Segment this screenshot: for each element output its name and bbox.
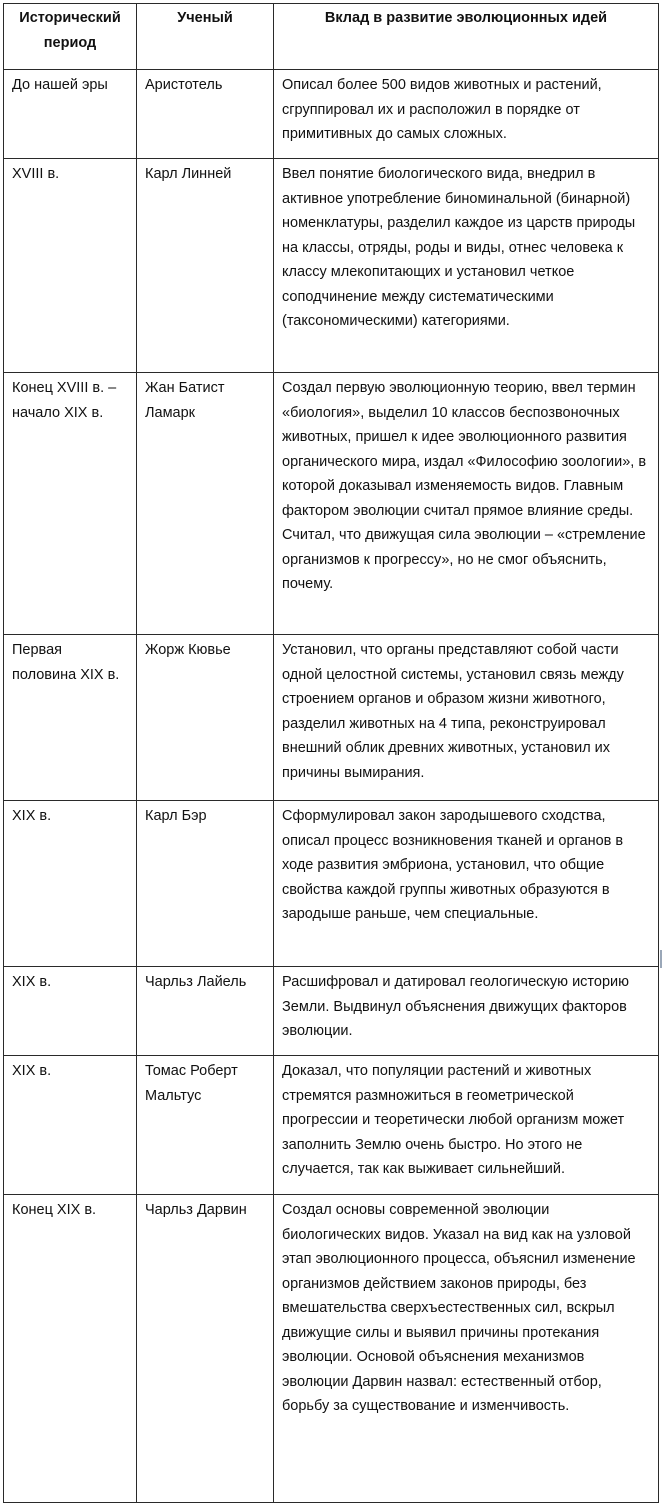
scientist-cell: Чарльз Дарвин <box>137 1195 274 1503</box>
contribution-cell: Доказал, что популяции растений и животных стремятся размножиться в геометрической прогрессии и теоретически любой организм может заполнить Землю очень быстро. Но этого не случается, так как выживает сильнейший. <box>274 1056 659 1195</box>
table-row <box>4 373 659 635</box>
header-period: Исторический период <box>4 4 137 70</box>
evolution-history-table <box>3 3 659 1503</box>
scientist-cell: Чарльз Лайель <box>137 967 274 1056</box>
table-row <box>4 635 659 801</box>
contribution-cell: Описал более 500 видов животных и растений, сгруппировал их и расположил в порядке от примитивных до самых сложных. <box>274 70 659 159</box>
header-scientist: Ученый <box>137 4 274 70</box>
period-cell: Конец XVIII в. – начало XIX в. <box>4 373 137 635</box>
period-cell: Конец XIX в. <box>4 1195 137 1503</box>
table-row <box>4 801 659 967</box>
contribution-cell: Создал основы современной эволюции биологических видов. Указал на вид как на узловой этап эволюционного процесса, объяснил изменение организмов действием законов природы, без вмешательства сверхъестественных сил, вскрыл движущие силы и выявил причины протекания эволюции. Основой объяснения механизмов эволюции Дарвин назвал: естественный отбор, борьбу за существование и изменчивость. <box>274 1195 659 1503</box>
period-cell: XIX в. <box>4 801 137 967</box>
period-cell: XVIII в. <box>4 159 137 373</box>
period-cell: XIX в. <box>4 967 137 1056</box>
table-header-row <box>4 4 659 70</box>
header-contribution: Вклад в развитие эволюционных идей <box>274 4 659 70</box>
period-cell: XIX в. <box>4 1056 137 1195</box>
table-row <box>4 1195 659 1503</box>
table-row <box>4 70 659 159</box>
scientist-cell: Жан Батист Ламарк <box>137 373 274 635</box>
scientist-cell: Карл Бэр <box>137 801 274 967</box>
scientist-cell: Аристотель <box>137 70 274 159</box>
edge-marker <box>660 950 662 968</box>
contribution-cell: Сформулировал закон зародышевого сходства, описал процесс возникновения тканей и органов в ходе развития эмбриона, установил, что общие свойства каждой группы животных образуются в зародыше раньше, чем специальные. <box>274 801 659 967</box>
contribution-cell: Ввел понятие биологического вида, внедрил в активное употребление биноминальной (бинарной) номенклатуры, разделил каждое из царств природы на классы, отряды, роды и виды, отнес человека к классу млекопитающих и установил четкое соподчинение между систематическими (таксономическими) категориями. <box>274 159 659 373</box>
contribution-cell: Расшифровал и датировал геологическую историю Земли. Выдвинул объяснения движущих факторов эволюции. <box>274 967 659 1056</box>
period-cell: До нашей эры <box>4 70 137 159</box>
contribution-cell: Создал первую эволюционную теорию, ввел термин «биология», выделил 10 классов беспозвоночных животных, пришел к идее эволюционного развития органического мира, издал «Философию зоологии», в которой доказывал изменяемость видов. Главным фактором эволюции считал прямое влияние среды. Считал, что движущая сила эволюции – «стремление организмов к прогрессу», но не смог объяснить, почему. <box>274 373 659 635</box>
table-row <box>4 159 659 373</box>
table-row <box>4 1056 659 1195</box>
contribution-cell: Установил, что органы представляют собой части одной целостной системы, установил связь между строением органов и образом жизни животного, разделил животных на 4 типа, реконструировал внешний облик древних животных, установил их причины вымирания. <box>274 635 659 801</box>
scientist-cell: Жорж Кювье <box>137 635 274 801</box>
scientist-cell: Томас Роберт Мальтус <box>137 1056 274 1195</box>
period-cell: Первая половина XIX в. <box>4 635 137 801</box>
scientist-cell: Карл Линней <box>137 159 274 373</box>
table-row <box>4 967 659 1056</box>
